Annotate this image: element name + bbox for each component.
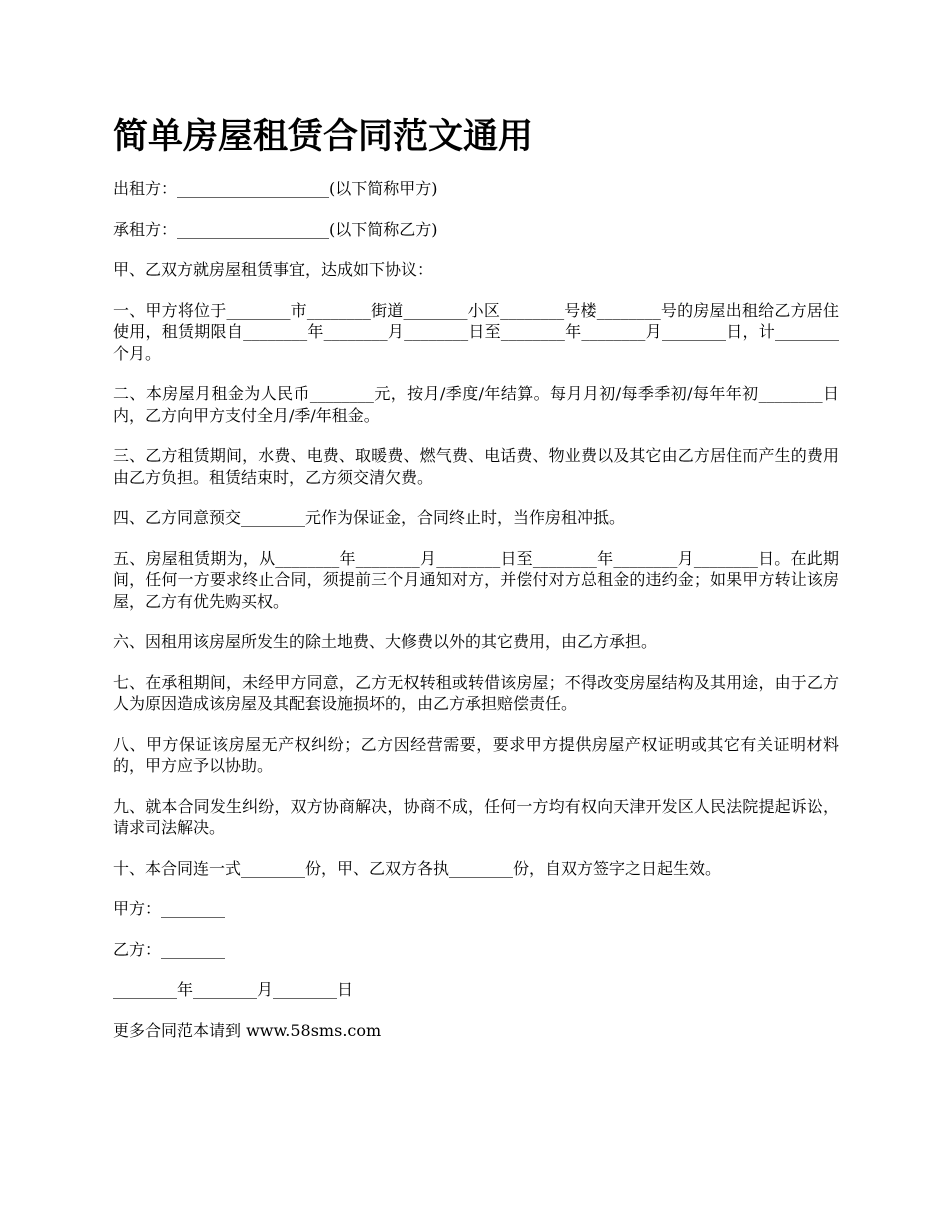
clause-3-utilities: 三、乙方租赁期间，水费、电费、取暖费、燃气费、电话费、物业费以及其它由乙方居住而产生的费用由乙方负担。租赁结束时，乙方须交清欠费。 bbox=[113, 446, 839, 487]
clause-8-ownership: 八、甲方保证该房屋无产权纠纷；乙方因经营需要，要求甲方提供房屋产权证明或其它有关证明材料的，甲方应予以协助。 bbox=[113, 734, 839, 775]
document-page bbox=[113, 112, 839, 1060]
clause-5-lease-period: 五、房屋租赁期为，从________年________月________日至________年________月________日。在此期间，任何一方要求终止合同，须提前三个月通知对方，并偿付对方总租金的违约金；如果甲方转让该房屋，乙方有优先购买权。 bbox=[113, 548, 839, 611]
footer-link-text: 更多合同范本请到 www.58sms.com bbox=[113, 1020, 382, 1040]
clause-9-disputes: 九、就本合同发生纠纷，双方协商解决，协商不成，任何一方均有权向天津开发区人民法院提起诉讼，请求司法解决。 bbox=[113, 796, 839, 837]
document-title: 简单房屋租赁合同范文通用 bbox=[113, 117, 534, 157]
clause-10-copies: 十、本合同连一式________份，甲、乙双方各执________份，自双方签字之日起生效。 bbox=[113, 858, 722, 878]
clause-2-rent: 二、本房屋月租金为人民币________元，按月/季度/年结算。每月月初/每季季初/每年年初________日内，乙方向甲方支付全月/季/年租金。 bbox=[113, 384, 839, 425]
clause-6-other-costs: 六、因租用该房屋所发生的除土地费、大修费以外的其它费用，由乙方承担。 bbox=[113, 632, 658, 651]
lessee-line: 承租方：___________________(以下简称乙方) bbox=[113, 219, 438, 239]
agreement-intro: 甲、乙双方就房屋租赁事宜，达成如下协议： bbox=[113, 260, 434, 279]
clause-7-sublet: 七、在承租期间，未经甲方同意，乙方无权转租或转借该房屋；不得改变房屋结构及其用途，由于乙方人为原因造成该房屋及其配套设施损坏的，由乙方承担赔偿责任。 bbox=[113, 672, 839, 713]
signing-date: ________年________月________日 bbox=[113, 980, 354, 999]
party-a-signature: 甲方：________ bbox=[113, 899, 226, 918]
lessor-line: 出租方：___________________(以下简称甲方) bbox=[113, 179, 438, 198]
clause-4-deposit: 四、乙方同意预交________元作为保证金，合同终止时，当作房租冲抵。 bbox=[113, 508, 626, 527]
party-b-signature: 乙方：________ bbox=[113, 939, 226, 959]
clause-1-location-term: 一、甲方将位于________市________街道________小区________号楼________号的房屋出租给乙方居住使用，租赁期限自________年________月________日至________年________月________日，计________个月。 bbox=[113, 300, 839, 363]
